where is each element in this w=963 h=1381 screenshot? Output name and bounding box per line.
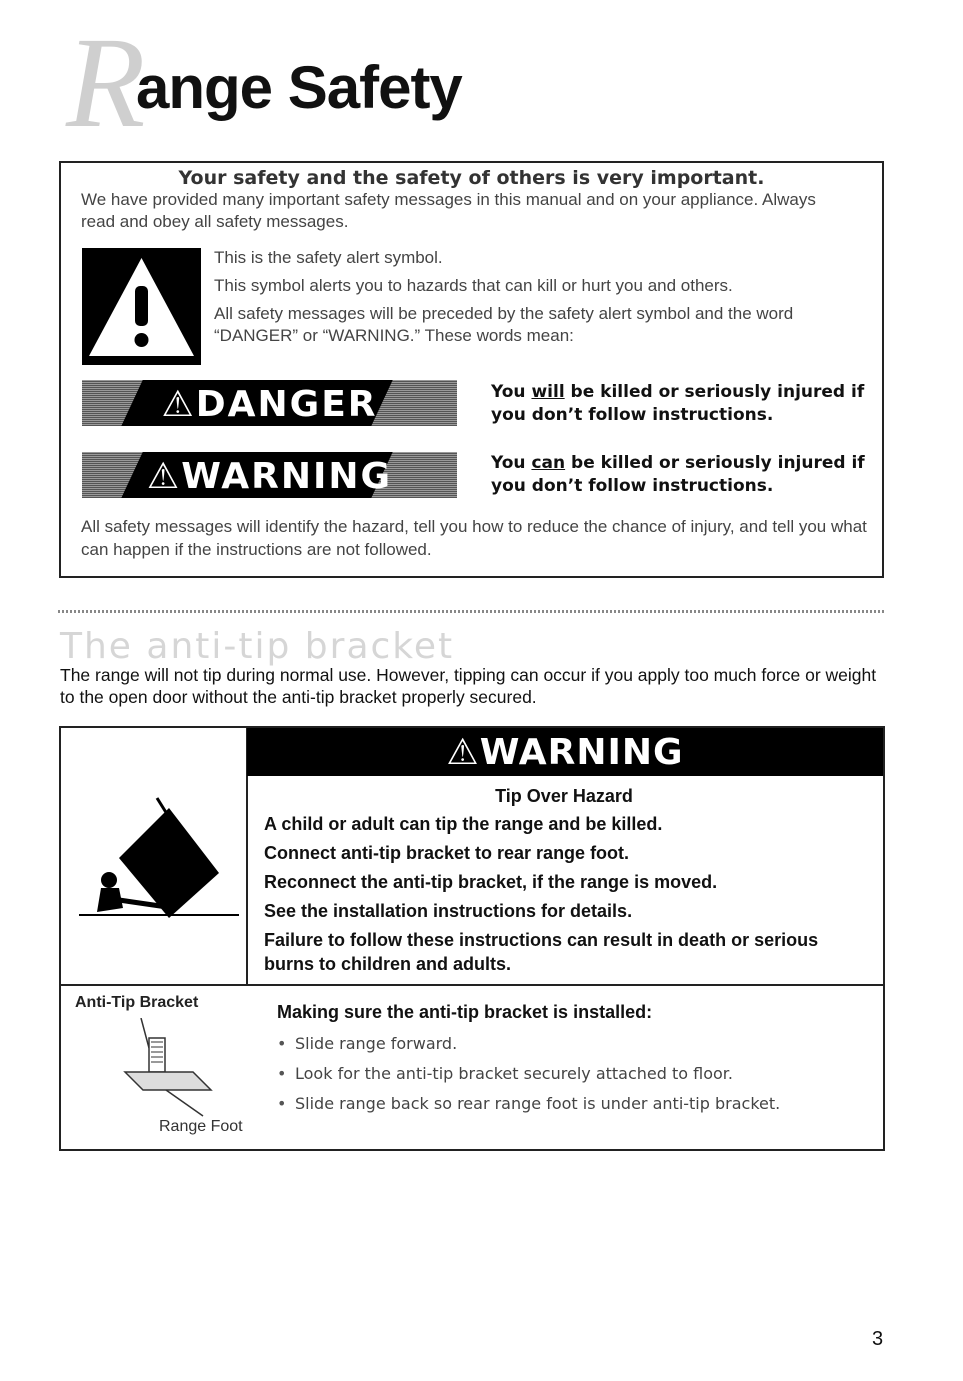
foot-label: Range Foot bbox=[159, 1118, 243, 1135]
warning-banner-label: WARNING bbox=[479, 732, 684, 773]
tipping-range-illustration bbox=[79, 788, 239, 918]
alert-line: This is the safety alert symbol. bbox=[214, 248, 443, 267]
install-step bbox=[277, 1059, 877, 1089]
section-divider bbox=[58, 610, 884, 613]
bullet-icon: • bbox=[277, 1034, 287, 1053]
danger-text-part: be killed or seriously injured if you don’t follow instructions. bbox=[491, 382, 865, 425]
danger-text-part: You bbox=[491, 382, 532, 402]
warning-text-part: be killed or seriously injured if you don’t follow instructions. bbox=[491, 453, 865, 496]
bullet-icon: • bbox=[277, 1064, 287, 1083]
safety-heading: Your safety and the safety of others is very important. bbox=[178, 167, 765, 189]
anti-tip-bracket-illustration bbox=[111, 1018, 221, 1118]
warning-content bbox=[264, 784, 864, 981]
safety-intro: We have provided many important safety messages in this manual and on your appliance. Always read and obey all safety messages. bbox=[81, 190, 816, 231]
alert-line: This symbol alerts you to hazards that can kill or hurt you and others. bbox=[214, 276, 733, 295]
warning-text-part: You bbox=[491, 453, 532, 473]
safety-footer: All safety messages will identify the hazard, tell you how to reduce the chance of injury, and tell you what can happen if the instructions are not followed. bbox=[81, 517, 867, 559]
install-check bbox=[277, 1002, 877, 1119]
warning-line: Connect anti-tip bracket to rear range foot. bbox=[264, 843, 630, 863]
warning-triangle-icon: ⚠ bbox=[161, 384, 196, 425]
install-title: Making sure the anti-tip bracket is installed: bbox=[277, 1002, 653, 1022]
danger-meaning bbox=[491, 381, 871, 427]
title-decorative-initial: R bbox=[66, 11, 146, 155]
warning-triangle-icon: ⚠ bbox=[446, 732, 480, 773]
warning-line: See the installation instructions for details. bbox=[264, 901, 633, 921]
anti-tip-warning-box bbox=[59, 726, 885, 1151]
install-step-text: Slide range forward. bbox=[295, 1034, 458, 1053]
safety-alert-icon bbox=[82, 248, 201, 365]
warning-line: Reconnect the anti-tip bracket, if the range is moved. bbox=[264, 872, 718, 892]
install-steps bbox=[277, 1029, 877, 1119]
warning-line: A child or adult can tip the range and be killed. bbox=[264, 814, 663, 834]
safety-notice-box bbox=[59, 161, 884, 578]
warning-signal-banner bbox=[82, 452, 457, 498]
danger-label: DANGER bbox=[195, 384, 378, 425]
section-title: The anti-tip bracket bbox=[60, 626, 455, 667]
install-step-text: Slide range back so rear range foot is under anti-tip bracket. bbox=[295, 1094, 781, 1113]
alert-line: All safety messages will be preceded by the safety alert symbol and the word “DANGER” or “WARNING.” These words mean: bbox=[214, 304, 794, 345]
bracket-label: Anti-Tip Bracket bbox=[75, 994, 199, 1011]
section-body: The range will not tip during normal use. However, tipping can occur if you apply too much force or weight to the open door without the anti-tip bracket properly secured. bbox=[60, 665, 877, 707]
page-title bbox=[58, 8, 658, 155]
page-number: 3 bbox=[872, 1328, 884, 1350]
warning-line: Failure to follow these instructions can result in death or serious burns to children and adults. bbox=[264, 930, 819, 974]
install-step bbox=[277, 1029, 877, 1059]
install-step bbox=[277, 1089, 877, 1119]
warning-triangle-icon: ⚠ bbox=[146, 456, 182, 497]
bullet-icon: • bbox=[277, 1094, 287, 1113]
alert-explanation bbox=[214, 247, 874, 353]
install-step-text: Look for the anti-tip bracket securely attached to floor. bbox=[295, 1064, 733, 1083]
hazard-title: Tip Over Hazard bbox=[495, 786, 633, 806]
danger-signal-banner bbox=[82, 380, 457, 426]
warning-emphasis: can bbox=[531, 453, 566, 473]
title-text: ange Safety bbox=[136, 54, 462, 121]
danger-emphasis: will bbox=[531, 382, 565, 402]
warning-label: WARNING bbox=[181, 456, 393, 497]
warning-meaning bbox=[491, 452, 871, 498]
warning-banner bbox=[247, 728, 883, 776]
